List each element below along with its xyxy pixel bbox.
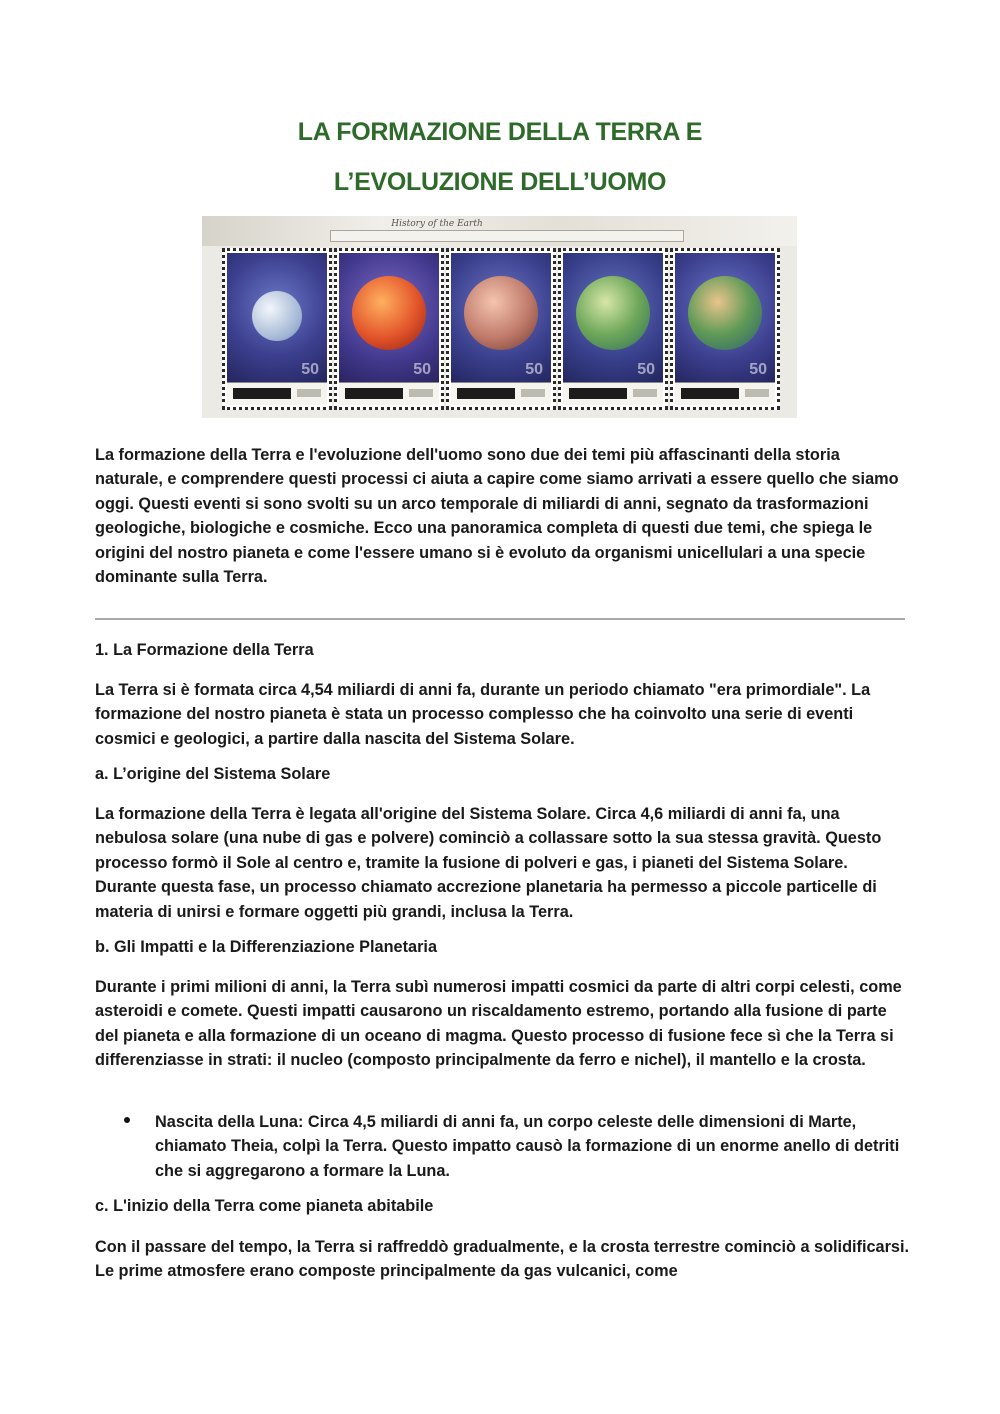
planet-icon [252, 291, 302, 341]
stamp-value: 50 [637, 361, 655, 378]
stamp-value: 50 [749, 361, 767, 378]
stamp-scene [675, 253, 775, 383]
stamp-sheet-caption: History of the Earth [391, 219, 483, 229]
subsection-a-heading: a. L’origine del Sistema Solare [95, 765, 331, 783]
bullet-moon-birth: Nascita della Luna: Circa 4,5 miliardi di anni fa, un corpo celeste delle dimensioni di Marte, chiamato Theia, colpì la Terra. Questo impatto causò la formazione di un enorme anello di detriti che si aggregarono a formare la Luna. [155, 1113, 900, 1180]
subsection-b-heading: b. Gli Impatti e la Differenziazione Planetaria [95, 938, 437, 956]
document-title-line-2: L’EVOLUZIONE DELL’UOMO [333, 168, 667, 196]
stamp-value: 50 [525, 361, 543, 378]
stamp-value: 50 [301, 361, 319, 378]
stamp-2 [334, 248, 444, 410]
stamp-label-strip [227, 382, 327, 405]
section-1-heading: 1. La Formazione della Terra [95, 641, 314, 659]
document-title-line-1: LA FORMAZIONE DELLA TERRA E [297, 118, 703, 146]
stamp-1 [222, 248, 332, 410]
stamp-sheet-image [202, 216, 797, 418]
subsection-b-paragraph: Durante i primi milioni di anni, la Terra subì numerosi impatti cosmici da parte di altri corpi celesti, come asteroidi e comete. Questi impatti causarono un riscaldamento estremo, portando alla fusione di parte del pianeta e alla formazione di un oceano di magma. Questo processo di fusione fece sì che la Terra si differenziasse in strati: il nucleo (composto principalmente da ferro e nichel), il mantello e la crosta. [95, 978, 902, 1070]
subsection-c-paragraph: Con il passare del tempo, la Terra si raffreddò gradualmente, e la crosta terrestre cominciò a solidificarsi. Le prime atmosfere erano composte principalmente da gas vulcanici, come [95, 1238, 910, 1281]
stamp-5 [670, 248, 780, 410]
bullet-icon [124, 1117, 130, 1123]
subsection-a-paragraph: La formazione della Terra è legata all'origine del Sistema Solare. Circa 4,6 miliardi di anni fa, una nebulosa solare (una nube di gas e polvere) cominciò a collassare sotto la sua stessa gravità. Questo processo formò il Sole al centro e, tramite la fusione di polveri e gas, i pianeti del Sistema Solare. Durante questa fase, un processo chiamato accrezione planetaria ha permesso a piccole particelle di materia di unirsi e formare oggetti più grandi, inclusa la Terra. [95, 805, 882, 921]
stamp-4 [558, 248, 668, 410]
stamp-label-strip [563, 382, 663, 405]
planet-icon [352, 276, 426, 350]
stamp-3 [446, 248, 556, 410]
planet-icon [688, 276, 762, 350]
stamp-scene [227, 253, 327, 383]
stamp-sheet-label-bar [330, 230, 684, 242]
stamp-scene [339, 253, 439, 383]
section-divider [95, 618, 905, 620]
subsection-c-heading: c. L'inizio della Terra come pianeta abitabile [95, 1197, 434, 1215]
stamp-value: 50 [413, 361, 431, 378]
stamp-scene [451, 253, 551, 383]
intro-paragraph: La formazione della Terra e l'evoluzione dell'uomo sono due dei temi più affascinanti della storia naturale, e comprendere questi processi ci aiuta a capire come siamo arrivati a essere quello che siamo oggi. Questi eventi si sono svolti su un arco temporale di miliardi di anni, segnato da trasformazioni geologiche, biologiche e cosmiche. Ecco una panoramica completa di questi due temi, che spiega le origini del nostro pianeta e come l'essere umano si è evoluto da organismi unicellulari a una specie dominante sulla Terra. [95, 446, 899, 587]
section-1-paragraph: La Terra si è formata circa 4,54 miliardi di anni fa, durante un periodo chiamato "era primordiale". La formazione del nostro pianeta è stata un processo complesso che ha coinvolto una serie di eventi cosmici e geologici, a partire dalla nascita del Sistema Solare. [95, 681, 871, 748]
planet-icon [464, 276, 538, 350]
stamp-label-strip [451, 382, 551, 405]
planet-icon [576, 276, 650, 350]
stamp-label-strip [675, 382, 775, 405]
stamp-label-strip [339, 382, 439, 405]
stamp-scene [563, 253, 663, 383]
